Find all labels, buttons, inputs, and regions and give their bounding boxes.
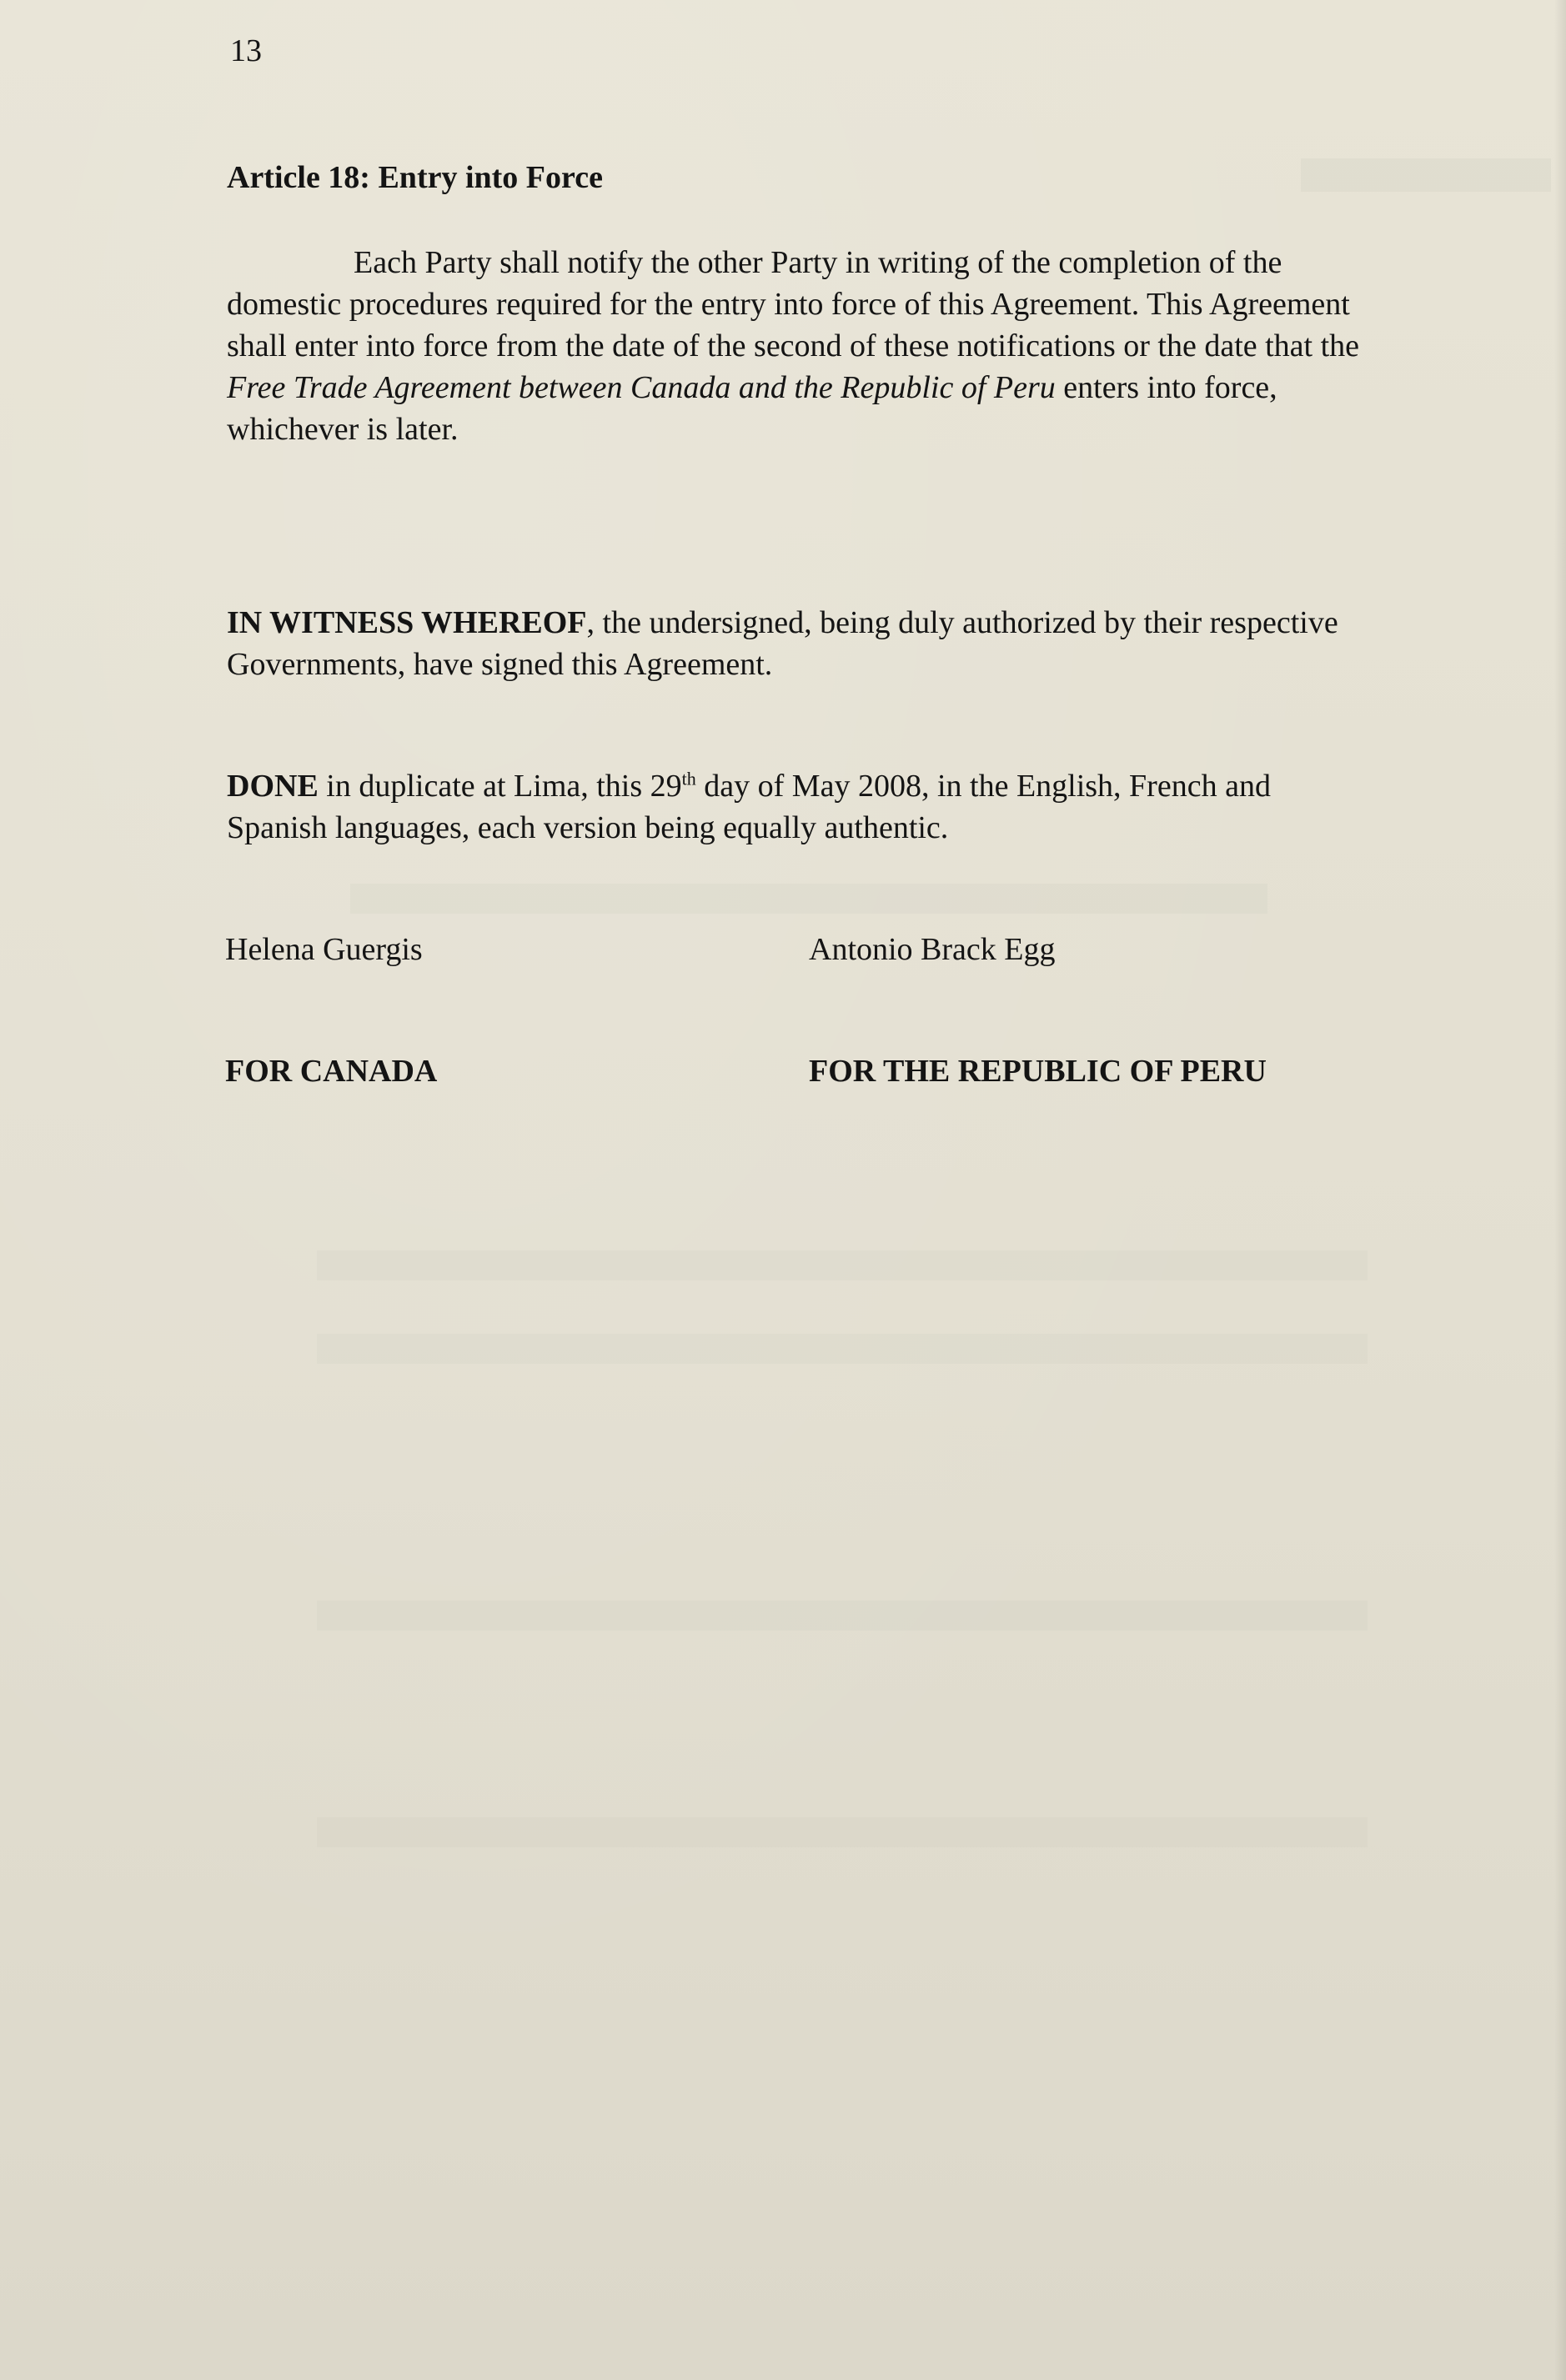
page-edge-shadow	[1554, 0, 1566, 2380]
article-18-heading: Article 18: Entry into Force	[227, 160, 603, 195]
done-text-end: day of May 2008, in the English, French and Spanish languages, each version being equally authentic.	[227, 769, 1271, 845]
show-through-block	[317, 1817, 1368, 1847]
treaty-title: Free Trade Agreement between Canada and the Republic of Peru	[227, 370, 1056, 405]
article-18-text: Each Party shall notify the other Party in writing of the completion of the domestic procedures required for the entry into force of this Agreement. This Agreement shall enter into force from the date of the second of these notifications or the date that the	[227, 245, 1360, 363]
article-18-paragraph	[227, 242, 1378, 450]
done-lead: DONE	[227, 769, 319, 804]
show-through-block	[317, 1601, 1368, 1631]
done-text: in duplicate at Lima, this 29	[318, 769, 682, 804]
show-through-block	[350, 884, 1267, 914]
show-through-block	[1301, 158, 1551, 192]
done-clause	[227, 765, 1378, 849]
show-through-block	[317, 1250, 1368, 1280]
witness-clause	[227, 602, 1378, 685]
article-18-text-end: enters into force, whichever is later.	[227, 370, 1277, 447]
canada-party-label: FOR CANADA	[225, 1054, 438, 1089]
canada-signatory-name: Helena Guergis	[225, 932, 423, 967]
witness-text: , the undersigned, being duly authorized by their respective Governments, have signed this Agreement.	[227, 605, 1338, 682]
witness-lead: IN WITNESS WHEREOF	[227, 605, 587, 640]
peru-party-label: FOR THE REPUBLIC OF PERU	[809, 1054, 1267, 1089]
day-ordinal-suffix: th	[681, 768, 696, 789]
page-number: 13	[230, 33, 262, 68]
show-through-block	[317, 1334, 1368, 1364]
peru-signatory-name: Antonio Brack Egg	[809, 932, 1056, 967]
